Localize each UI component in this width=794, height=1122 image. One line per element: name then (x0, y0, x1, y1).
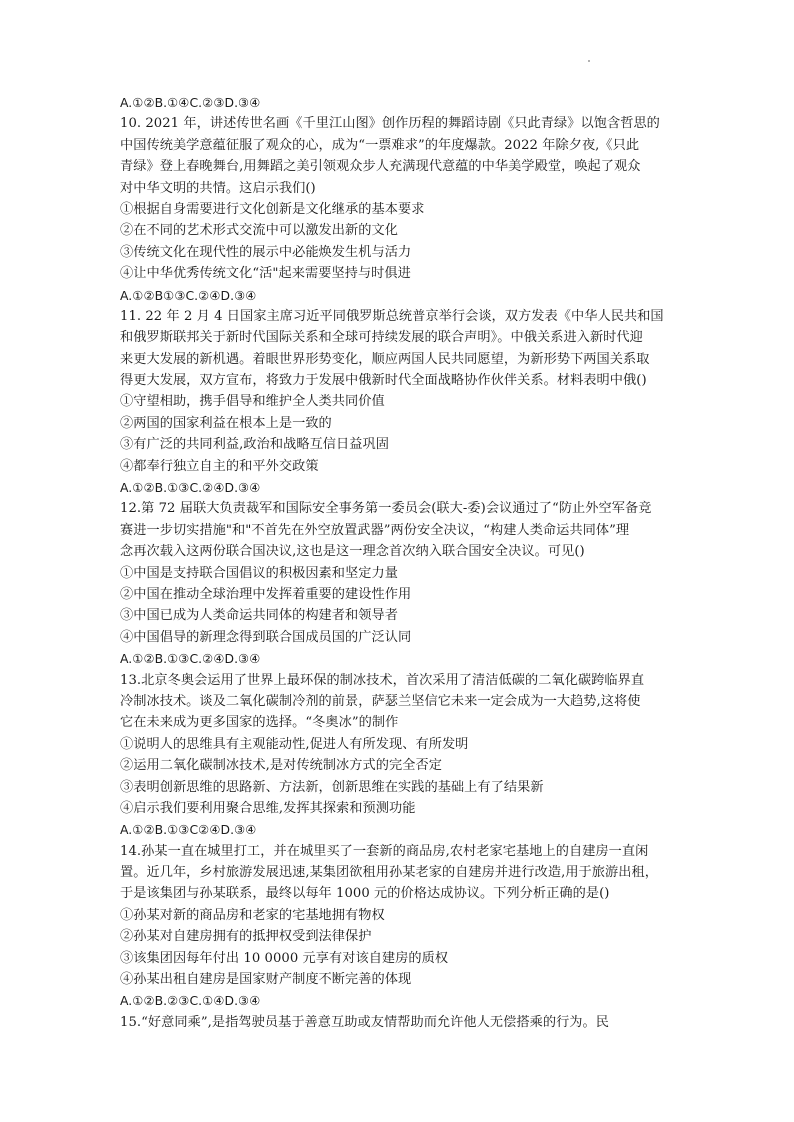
answer-choices: A.①②B.①④C.②③D.③④ (120, 95, 261, 110)
exam-page-content (120, 92, 680, 1033)
statement-option: ②两国的国家利益在根本上是一致的 (120, 415, 332, 431)
answer-choices: A.①②B.②③C.①④D.③④ (120, 993, 261, 1009)
statement-option: ④启示我们要利用聚合思维,发挥其探索和预测功能 (120, 800, 416, 816)
question-text-line: 置。近几年，乡村旅游发展迅速,某集团欲租用孙某老家的自建房并进行改造,用于旅游出租， (120, 865, 658, 881)
question-text-line: 赛进一步切实措施"和"不首先在外空放置武器”两份安全决议，“构建人类命运共同体”理 (120, 522, 630, 538)
statement-option: ②孙某对自建房拥有的抵押权受到法律保护 (120, 929, 372, 945)
question-text-line: 14.孙某一直在城里打工，并在城里买了一套新的商品房,农村老家宅基地上的自建房一直闲 (120, 843, 649, 859)
question-text-line: 10. 2021 年，讲述传世名画《千里江山图》创作历程的舞蹈诗剧《只此青绿》以饱含哲思的 (120, 116, 660, 132)
statement-option: ①中国是支持联合国倡议的积极因素和坚定力量 (120, 565, 398, 581)
question-text-line: 青绿》登上春晚舞台,用舞蹈之美引领观众步人充满现代意蕴的中华美学殿堂，唤起了观众 (120, 159, 641, 175)
question-text-line: 中国传统美学意蕴征服了观众的心，成为“一票难求”的年度爆款。2022 年除夕夜,《只此 (120, 137, 640, 153)
question-text-line: 和俄罗斯联邦关于新时代国际关系和全球可持续发展的联合声明》。中俄关系进入新时代迎 (120, 330, 643, 346)
statement-option: ③该集团因每年付出 10 0000 元享有对该自建房的质权 (120, 950, 449, 966)
question-text-line: 得更大发展，双方宣布，将致力于发展中俄新时代全面战略协作伙伴关系。材料表明中俄() (120, 373, 647, 389)
statement-option: ③中国已成为人类命运共同体的构建者和领导者 (120, 608, 398, 624)
statement-option: ③表明创新思维的思路新、方法新，创新思维在实践的基础上有了结果新 (120, 779, 544, 795)
statement-option: ②中国在推动全球治理中发挥着重要的建设性作用 (120, 586, 412, 602)
question-text-line: 来更大发展的新机遇。着眼世界形势变化，顺应两国人民共同愿望，为新形势下两国关系取 (120, 351, 650, 367)
answer-choices: A.①②B.①③C.②④D.③④ (120, 651, 261, 667)
answer-choices: A.①②B.①③C②④D.③④ (120, 822, 257, 838)
statement-option: ①孙某对新的商品房和老家的宅基地拥有物权 (120, 907, 385, 923)
statement-option: ②运用二氧化碳制冰技术,是对传统制冰方式的完全否定 (120, 758, 442, 774)
statement-option: ③有广泛的共同利益,政治和战略互信日益巩固 (120, 437, 389, 453)
statement-option: ④孙某出租自建房是国家财产制度不断完善的体现 (120, 972, 412, 988)
question-text-line: 12.第 72 届联大负责裁军和国际安全事务第一委员会(联大-委)会议通过了“防止外空军备竞 (120, 501, 652, 517)
question-text-line: 于是该集团与孙某联系，最终以每年 1000 元的价格达成协议。下列分析正确的是() (120, 886, 610, 902)
question-text-line: 对中华文明的共情。这启示我们() (120, 180, 316, 196)
answer-choices: A.①②B①③C.②④D.③④ (120, 287, 257, 303)
statement-option: ①说明人的思维具有主观能动性,促进人有所发现、有所发明 (120, 736, 469, 752)
question-text-line: 11. 22 年 2 月 4 日国家主席习近平同俄罗斯总统普京举行会谈，双方发表《中华人民共和国 (120, 308, 664, 324)
question-text-line: 念再次载入这两份联合国决议,这也是这一理念首次纳入联合国安全决议。可见() (120, 544, 585, 560)
statement-option: ④都奉行独立自主的和平外交政策 (120, 458, 319, 474)
answer-choices: A.①②B.①③C.②④D.③④ (120, 480, 261, 496)
statement-option: ③传统文化在现代性的展示中必能焕发生机与活力 (120, 244, 412, 260)
statement-option: ④让中华优秀传统文化“活"起来需要坚持与时俱进 (120, 266, 411, 282)
statement-option: ①守望相助，携手倡导和维护全人类共同价值 (120, 394, 385, 410)
page-marker-dot (588, 60, 590, 62)
question-text-line: 13.北京冬奥会运用了世界上最环保的制冰技术，首次采用了清洁低碳的二氧化碳跨临界直 (120, 672, 645, 688)
question-text-line: 冷制冰技术。谈及二氧化碳制冷剂的前景，萨瑟兰坚信它未来一定会成为一大趋势,这将使 (120, 693, 641, 709)
statement-option: ④中国倡导的新理念得到联合国成员国的广泛认同 (120, 629, 412, 645)
question-text-line: 它在未来成为更多国家的选择。“冬奥冰”的制作 (120, 715, 399, 731)
statement-option: ①根据自身需要进行文化创新是文化继承的基本要求 (120, 201, 425, 217)
statement-option: ②在不同的艺术形式交流中可以激发出新的文化 (120, 223, 398, 239)
question-text-line: 15.“好意同乘”,是指驾驶员基于善意互助或友情帮助而允许他人无偿搭乘的行为。民 (120, 1014, 610, 1030)
